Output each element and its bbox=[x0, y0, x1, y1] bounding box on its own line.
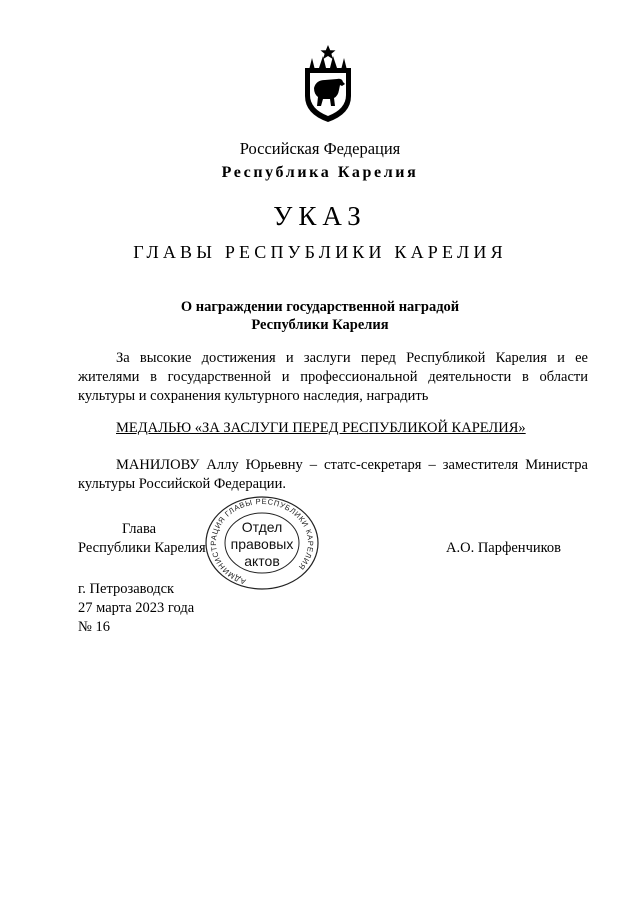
reason-paragraph: За высокие достижения и заслуги перед Республикой Карелия и ее жителями в государственной и профессиональной деятельности в области культуры и сохранения культурного наследия, наградить bbox=[78, 350, 588, 404]
place-and-date bbox=[78, 580, 194, 637]
stamp-line-3: актов bbox=[244, 553, 280, 569]
signer-name: А.О. Парфенчиков bbox=[446, 540, 562, 556]
country-name: Российская Федерация bbox=[239, 139, 401, 158]
stamp-line-1: Отдел bbox=[241, 519, 283, 535]
signer-title-line-1: Глава bbox=[122, 521, 157, 537]
document-type: УКАЗ bbox=[273, 201, 367, 231]
subject-line-1: О награждении государственной наградой bbox=[180, 299, 460, 315]
signer-position bbox=[78, 520, 228, 558]
decree-number: № 16 bbox=[78, 619, 110, 635]
issuer-title: ГЛАВЫ РЕСПУБЛИКИ КАРЕЛИЯ bbox=[133, 242, 507, 262]
stamp-line-2: правовых bbox=[230, 536, 294, 552]
date: 27 марта 2023 года bbox=[78, 600, 195, 616]
republic-name: Республика Карелия bbox=[221, 164, 419, 181]
coat-of-arms-icon bbox=[299, 44, 357, 124]
place: г. Петрозаводск bbox=[78, 581, 175, 597]
decree-subject bbox=[0, 298, 640, 334]
signer-title-line-2: Республики Карелия bbox=[78, 540, 206, 556]
subject-line-2: Республики Карелия bbox=[251, 317, 389, 333]
stamp-ring-text: АДМИНИСТРАЦИЯ ГЛАВЫ РЕСПУБЛИКИ КАРЕЛИЯ bbox=[208, 496, 316, 587]
awardee-paragraph: МАНИЛОВУ Аллу Юрьевну – статс-секретаря – заместителя Министра культуры Российской Федерации. bbox=[78, 457, 588, 492]
medal-name: МЕДАЛЬЮ «ЗА ЗАСЛУГИ ПЕРЕД РЕСПУБЛИКОЙ КАРЕЛИЯ» bbox=[116, 420, 526, 436]
